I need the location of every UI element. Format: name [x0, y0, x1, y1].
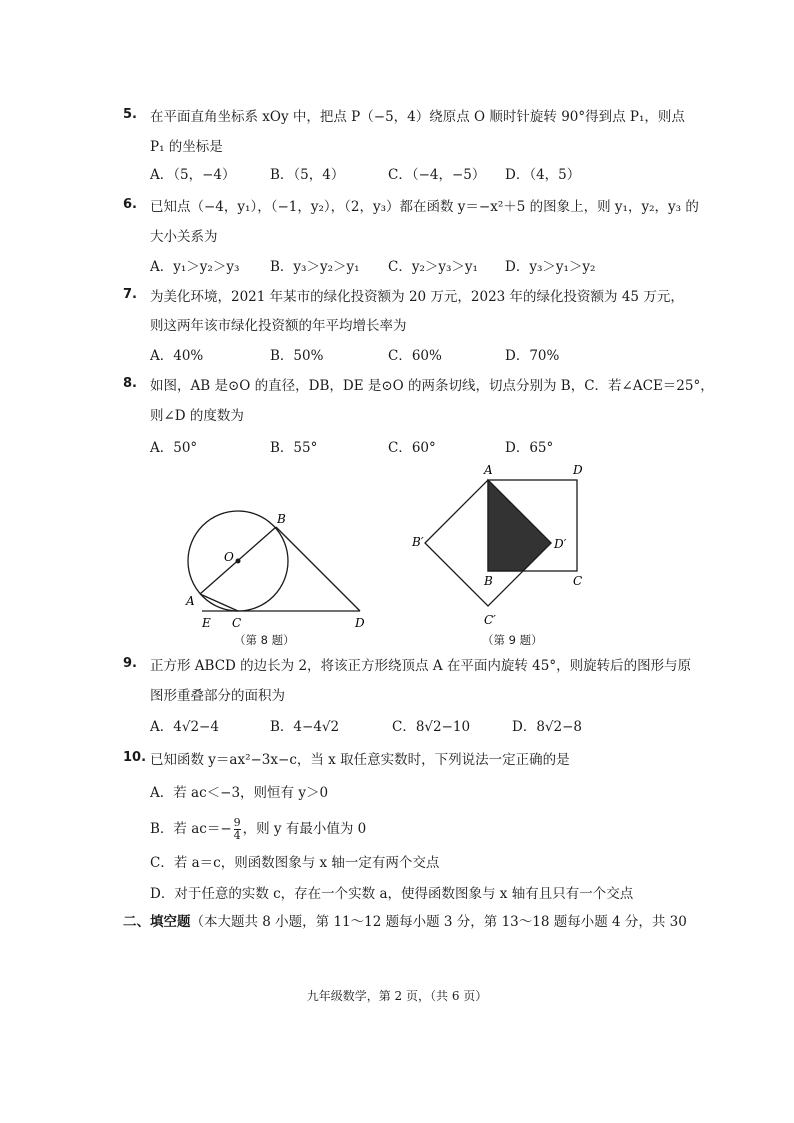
- q5-option-d: D．（4，5）: [505, 167, 581, 183]
- q7-number: 7.: [123, 287, 137, 302]
- figure-9-rotated-square: [408, 460, 608, 630]
- label-b: B: [484, 574, 493, 588]
- q10-stem: 已知函数 y＝ax²−3x−c，当 x 取任意实数时，下列说法一定正确的是: [150, 752, 570, 768]
- figure-8-circle-tangents: [180, 505, 380, 640]
- label-a: A: [484, 463, 493, 477]
- q5-option-c: C．（−4，−5）: [388, 167, 486, 183]
- q6-option-d: D．y₃＞y₁＞y₂: [505, 259, 596, 275]
- q5-option-a: A．（5，−4）: [150, 167, 236, 183]
- q7-option-a: A．40%: [150, 348, 204, 364]
- fraction-nine-fourths: [234, 817, 241, 842]
- q8-number: 8.: [123, 376, 137, 391]
- q6-option-b: B．y₃＞y₂＞y₁: [270, 259, 360, 275]
- tangent-db: [276, 527, 360, 611]
- q9-option-a: A．4√2−4: [150, 719, 219, 735]
- overlap-region: [488, 480, 551, 571]
- label-a: A: [186, 594, 195, 608]
- page-footer: 九年级数学，第 2 页，（共 6 页）: [306, 989, 488, 1003]
- chord-ac: [200, 594, 238, 611]
- q10-option-b: [150, 814, 366, 844]
- label-d-prime: D′: [554, 537, 567, 551]
- label-b: B: [277, 512, 286, 526]
- q7-option-d: D．70%: [505, 348, 560, 364]
- q10-number: 10.: [123, 750, 147, 765]
- q9-number: 9.: [123, 656, 137, 671]
- label-c: C: [573, 574, 583, 588]
- label-c-prime: C′: [484, 613, 496, 627]
- q9-option-c: C．8√2−10: [392, 719, 471, 735]
- fraction-numerator: 9: [233, 816, 241, 829]
- q7-stem-line2: 则这两年该市绿化投资额的年平均增长率为: [150, 318, 407, 334]
- q6-number: 6.: [123, 197, 137, 212]
- q8-stem-line1: 如图，AB 是⊙O 的直径，DB，DE 是⊙O 的两条切线，切点分别为 B，C．若∠ACE＝25°，: [150, 378, 714, 394]
- label-o: O: [224, 550, 234, 564]
- q6-stem-line1: 已知点（−4，y₁），（−1，y₂），（2，y₃）都在函数 y＝−x²＋5 的图象上，则 y₁，y₂，y₃ 的: [150, 199, 699, 215]
- q8-option-c: C．60°: [388, 440, 436, 456]
- q10-option-d: D．对于任意的实数 c，存在一个实数 a，使得函数图象与 x 轴有且只有一个交点: [150, 886, 634, 902]
- q8-option-b: B．55°: [270, 440, 318, 456]
- q6-option-a: A．y₁＞y₂＞y₃: [150, 259, 240, 275]
- q7-option-b: B．50%: [270, 348, 324, 364]
- label-d: D: [355, 616, 365, 630]
- q10-option-b-prefix: B．若 ac＝−: [150, 821, 232, 837]
- q7-stem-line1: 为美化环境，2021 年某市的绿化投资额为 20 万元，2023 年的绿化投资额为 45 万元，: [150, 289, 684, 305]
- section-two-header: [123, 912, 687, 932]
- q9-option-d: D．8√2−8: [512, 719, 583, 735]
- q6-stem-line2: 大小关系为: [150, 229, 218, 245]
- center-point-o: [236, 559, 241, 564]
- q8-option-a: A．50°: [150, 440, 198, 456]
- q8-stem-line2: 则∠D 的度数为: [150, 408, 244, 424]
- q6-option-c: C．y₂＞y₃＞y₁: [388, 259, 478, 275]
- label-b-prime: B′: [412, 535, 424, 549]
- q7-option-c: C．60%: [388, 348, 442, 364]
- fraction-denominator: 4: [233, 829, 241, 842]
- label-e: E: [202, 616, 211, 630]
- label-c: C: [232, 616, 242, 630]
- q5-option-b: B．（5，4）: [270, 167, 345, 183]
- q9-stem-line2: 图形重叠部分的面积为: [150, 688, 285, 704]
- section-two-text: （本大题共 8 小题，第 11～12 题每小题 3 分，第 13～18 题每小题 4 分，共 30: [190, 914, 687, 930]
- q8-option-d: D．65°: [505, 440, 554, 456]
- label-d: D: [573, 463, 583, 477]
- section-two-heading: 二、填空题: [123, 914, 191, 930]
- q5-stem-line1: 在平面直角坐标系 xOy 中，把点 P（−5，4）绕原点 O 顺时针旋转 90°得到点 P₁，则点: [150, 109, 685, 125]
- q5-number: 5.: [123, 107, 137, 122]
- figure-9-caption: （第 9 题）: [482, 633, 543, 647]
- figure-8-caption: （第 8 题）: [234, 633, 295, 647]
- q9-stem-line1: 正方形 ABCD 的边长为 2，将该正方形绕顶点 A 在平面内旋转 45°，则旋转后的图形与原: [150, 658, 692, 674]
- q10-option-b-suffix: ，则 y 有最小值为 0: [242, 821, 367, 837]
- q5-stem-line2: P₁ 的坐标是: [150, 139, 223, 155]
- q9-option-b: B．4−4√2: [270, 719, 340, 735]
- q10-option-a: A．若 ac＜−3，则恒有 y＞0: [150, 785, 329, 801]
- q10-option-c: C．若 a＝c，则函数图象与 x 轴一定有两个交点: [150, 855, 440, 871]
